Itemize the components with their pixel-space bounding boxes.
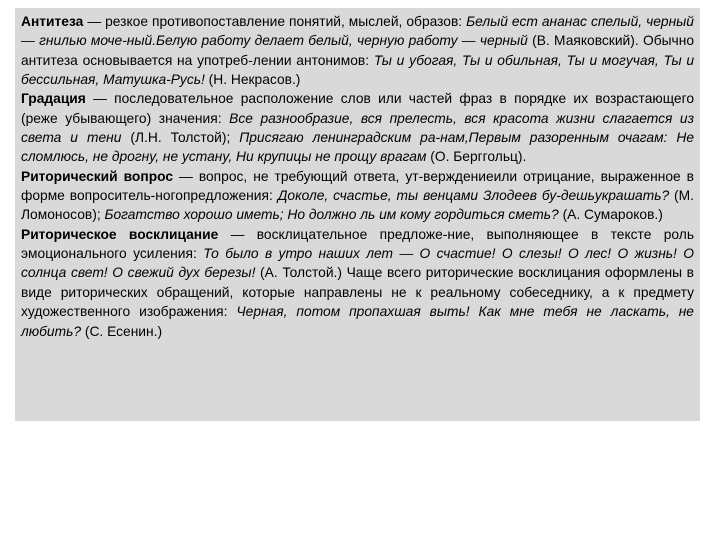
example-text: Богатство хорошо иметь; Но должно ль им кому гордиться сметь?	[104, 207, 559, 223]
definitions-text-box	[15, 8, 700, 421]
body-text: — вопрос, не требующий ответа, ут-верждениеили отрицание, выраженное в форме вопроситель-ногопредложения:	[21, 168, 694, 204]
example-text: Присягаю ленинградским ра-нам,Первым разоренным очагам: Не сломлюсь, не дрогну, не устану, Ни крупицы не прощу врагам	[21, 130, 694, 165]
body-text: (Н. Некрасов.)	[204, 72, 301, 88]
body-text: (Л.Н. Толстой);	[121, 130, 240, 146]
term-gradation: Градация	[21, 91, 86, 107]
body-text: — восклицательное предложе-ние, выполняющее в тексте роль эмоционального усиления:	[21, 226, 695, 262]
body-text: — резкое противопоставление понятий, мыслей, образов:	[83, 14, 467, 29]
paragraph-antithesis	[21, 12, 694, 89]
body-text: (В. Маяковский). Обычно антитеза основывается на употреб-лении антонимов:	[21, 33, 694, 68]
term-rhetorical-exclamation: Риторическое восклицание	[21, 226, 219, 242]
example-text: Все разнообразие, вся прелесть, вся красота жизни слагается из света и тени	[21, 110, 695, 146]
body-text: (С. Есенин.)	[81, 323, 163, 339]
body-text: — последовательное расположение слов или частей фраз в порядке их возрастающего (реже убывающего) значения:	[21, 91, 694, 126]
term-antithesis: Антитеза	[21, 14, 84, 29]
body-text: (А. Толстой.) Чаще всего риторические восклицания оформлены в виде риторических обращений, которые направлены не к реальному собеседнику, а к предмету художественного изображения:	[21, 265, 695, 320]
body-text: (А. Сумароков.)	[558, 207, 663, 223]
paragraph-rhetorical-exclamation	[21, 225, 694, 341]
term-rhetorical-question: Риторический вопрос	[21, 168, 174, 184]
example-text: Ты и убогая, Ты и обильная, Ты и могучая, Ты и бессильная, Матушка-Русь!	[21, 52, 695, 88]
example-text: Доколе, счастье, ты венцами Злодеев бу-дешьукрашать?	[277, 188, 670, 204]
paragraph-rhetorical-question	[21, 167, 694, 225]
body-text: (М. Ломоносов);	[21, 188, 694, 223]
paragraph-gradation	[21, 89, 694, 166]
example-text: То было в утро наших лет — О счастие! О слезы! О лес! О жизнь! О солнца свет! О свежий дух березы!	[21, 246, 695, 281]
example-text: Белый ест ананас спелый, черный — гнилью моче-ный.Белую работу делает белый, черную работу — черный	[21, 14, 694, 49]
example-text: Черная, потом пропахшая выть! Как мне тебя не ласкать, не любить?	[21, 304, 694, 339]
body-text: (О. Берггольц).	[426, 149, 527, 165]
